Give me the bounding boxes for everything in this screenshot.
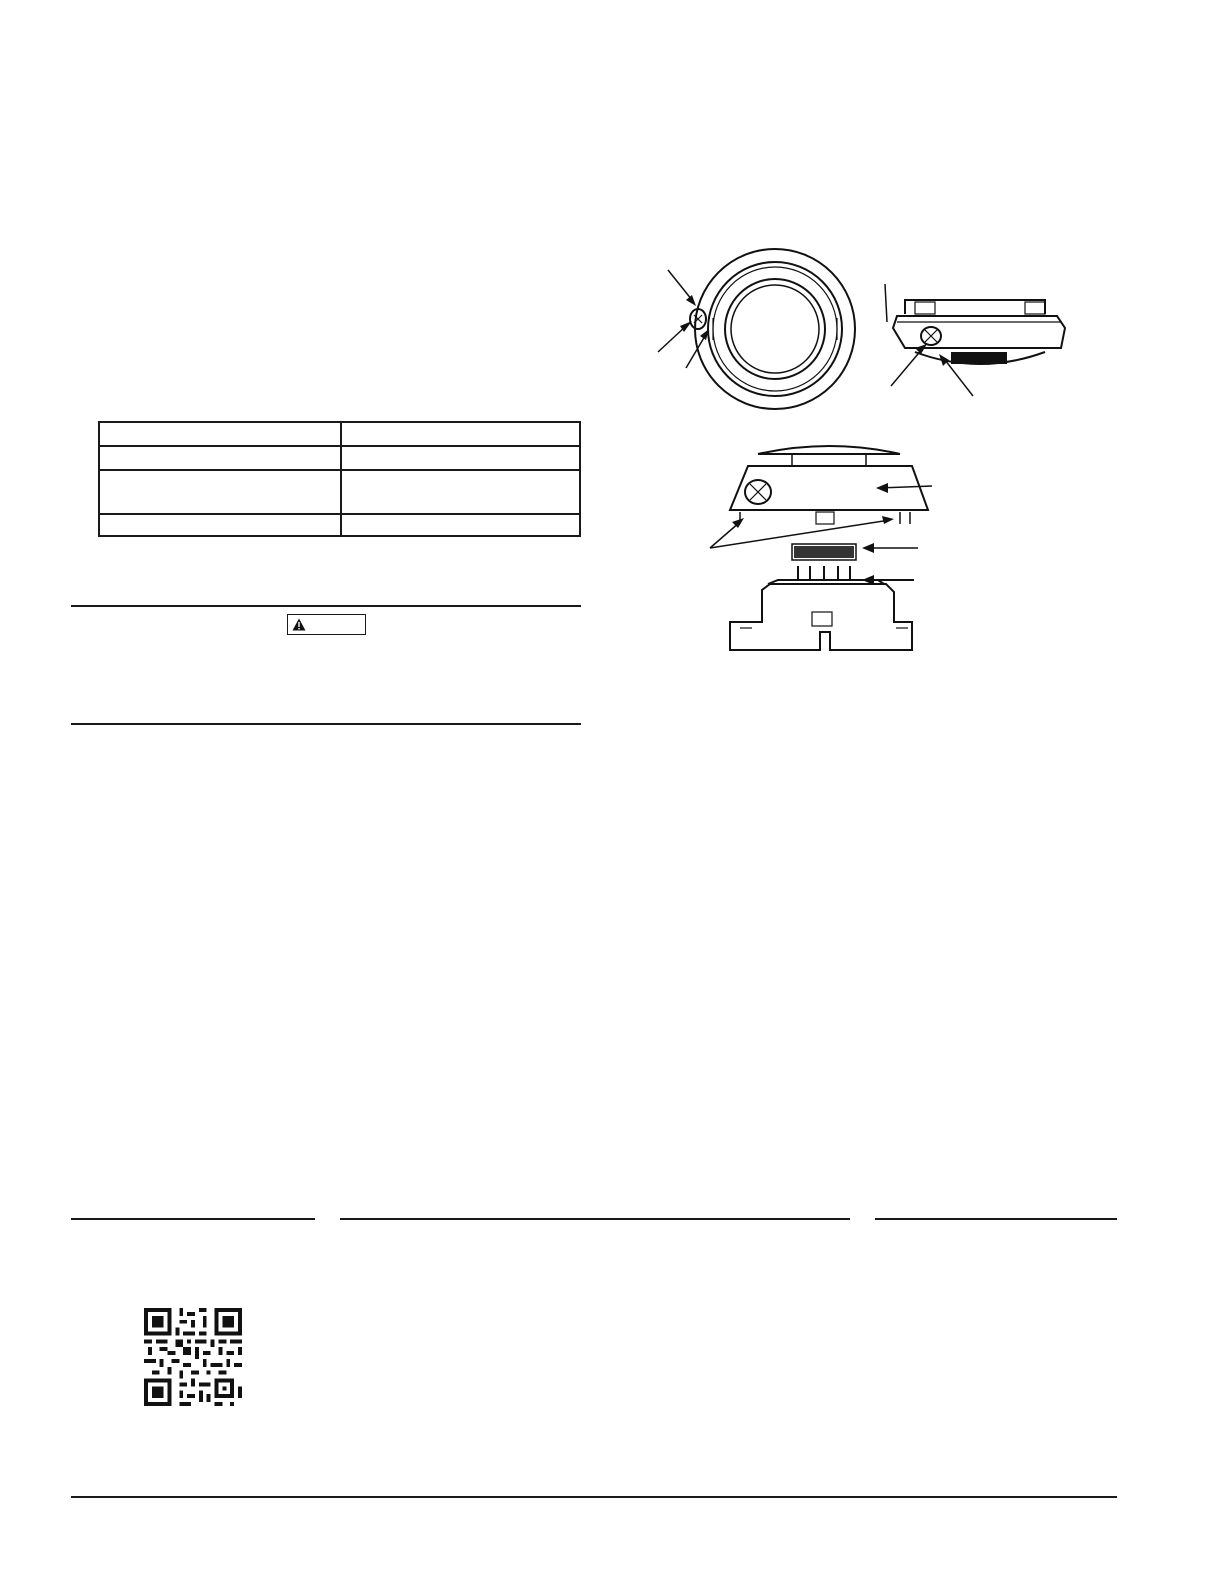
warning-top-rule xyxy=(71,605,581,607)
table-cell xyxy=(341,470,580,514)
spec-table xyxy=(98,421,581,537)
detector-exploded-view-drawing xyxy=(700,432,940,662)
table-cell xyxy=(341,514,580,536)
table-row xyxy=(99,446,580,470)
table-row xyxy=(99,514,580,536)
table-cell xyxy=(99,446,341,470)
warning-triangle-icon xyxy=(292,618,306,631)
table-cell xyxy=(341,422,580,446)
detector-top-view-drawing xyxy=(650,240,880,420)
footer-column-rule-left xyxy=(71,1218,315,1220)
table-cell xyxy=(99,514,341,536)
table-row xyxy=(99,422,580,446)
table-cell xyxy=(99,422,341,446)
footer-column-rule-right xyxy=(875,1218,1117,1220)
qr-code-icon[interactable] xyxy=(144,1308,242,1406)
table-cell xyxy=(99,470,341,514)
page-bottom-rule xyxy=(71,1496,1117,1498)
footer-column-rule-center xyxy=(340,1218,850,1220)
warning-label-box xyxy=(287,614,366,635)
table-row xyxy=(99,470,580,514)
table-cell xyxy=(341,446,580,470)
detector-side-view-drawing xyxy=(875,278,1095,408)
warning-bottom-rule xyxy=(71,723,581,725)
